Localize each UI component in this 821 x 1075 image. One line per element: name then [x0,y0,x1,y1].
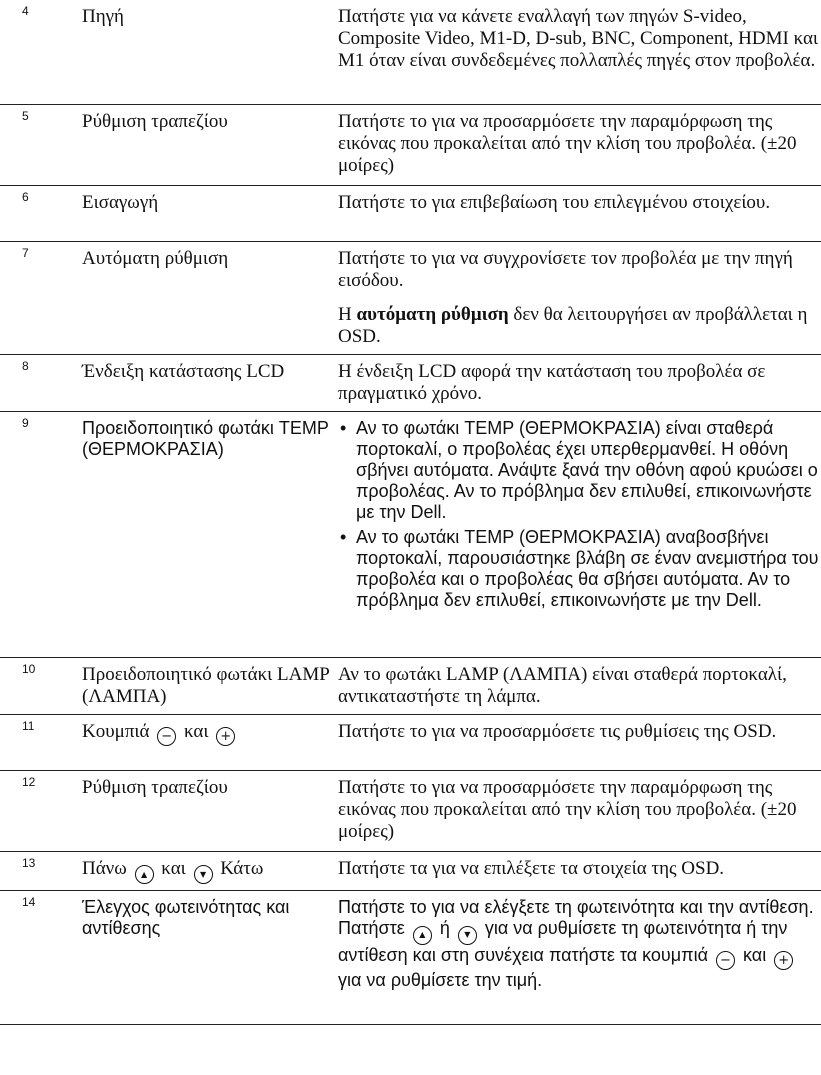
button-description: Πατήστε το για να προσαρμόσετε τις ρυθμίσεις της OSD. [338,714,821,770]
button-name: Πηγή [78,0,338,104]
button-description: Πατήστε το για να συγχρονίσετε τον προβολέα με την πηγή εισόδου. Η αυτόματη ρύθμιση δεν θα λειτουργήσει αν προβάλλεται η OSD. [338,241,821,354]
table-row [0,851,821,891]
row-number: 8 [0,354,78,411]
row-number: 10 [0,657,78,714]
button-name: Ρύθμιση τραπεζίου [78,104,338,185]
row-number: 12 [0,770,78,851]
minus-button-icon: − [157,727,176,746]
button-name: Πάνω ▲ και ▼ Κάτω [78,851,338,891]
button-name: Αυτόματη ρύθμιση [78,241,338,354]
button-name: Κουμπιά − και + [78,714,338,770]
button-description: Πατήστε το για να ελέγξετε τη φωτεινότητα και την αντίθεση. Πατήστε ▲ ή ▼ για να ρυθμίσετε τη φωτεινότητα ή την αντίθεση και στη συνέχεια πατήστε τα κουμπιά − και + για να ρυθμίσετε την τιμή. [338,891,821,1025]
table-row [0,354,821,411]
button-name: Έλεγχος φωτεινότητας και αντίθεσης [78,891,338,1025]
button-name: Ένδειξη κατάστασης LCD [78,354,338,411]
row-number: 11 [0,714,78,770]
button-description: Πατήστε το για να προσαρμόσετε την παραμόρφωση της εικόνας που προκαλείται από την κλίση του προβολέα. (±20 μοίρες) [338,770,821,851]
note: Η αυτόματη ρύθμιση δεν θα λειτουργήσει αν προβάλλεται η OSD. [338,303,808,347]
row-number: 4 [0,0,78,104]
table-row [0,770,821,851]
list-item: • Αν το φωτάκι TEMP (ΘΕΡΜΟΚΡΑΣΙΑ) είναι σταθερά πορτοκαλί, ο προβολέας έχει υπερθερμανθεί. Η οθόνη σβήνει αυτόματα. Ανάψτε ξανά την οθόνη αφού κρυώσει ο προβολέας. Αν το πρόβλημα δεν επιλυθεί, επικοινωνήστε με την Dell. [338,418,819,523]
plus-button-icon: + [216,727,235,746]
row-number: 9 [0,411,78,657]
plus-button-icon: + [774,951,793,970]
button-description: Πατήστε για να κάνετε εναλλαγή των πηγών S-video, Composite Video, M1-D, D-sub, BNC, Component, HDMI και M1 όταν είναι συνδεδεμένες πολλαπλές πηγές στον προβολέα. [338,0,821,104]
down-button-icon: ▼ [194,865,213,884]
table-row [0,185,821,241]
note-emphasis: αυτόματη ρύθμιση [356,303,509,325]
up-button-icon: ▲ [135,865,154,884]
row-number: 6 [0,185,78,241]
table-row [0,0,821,104]
table-row [0,714,821,770]
row-number: 7 [0,241,78,354]
row-number: 13 [0,851,78,891]
bullet-list [338,418,819,611]
table-row [0,104,821,185]
minus-button-icon: − [716,951,735,970]
table-row [0,891,821,1025]
button-name: Εισαγωγή [78,185,338,241]
button-description: Αν το φωτάκι LAMP (ΛΑΜΠΑ) είναι σταθερά πορτοκαλί, αντικαταστήστε τη λάμπα. [338,657,821,714]
button-description: Πατήστε τα για να επιλέξετε τα στοιχεία της OSD. [338,851,821,891]
button-description: Πατήστε το για επιβεβαίωση του επιλεγμένου στοιχείου. [338,185,821,241]
up-button-icon: ▲ [413,926,432,945]
table-row [0,411,821,657]
table-row [0,657,821,714]
button-name: Προειδοποιητικό φωτάκι TEMP (ΘΕΡΜΟΚΡΑΣΙΑ) [78,411,338,657]
button-name: Προειδοποιητικό φωτάκι LAMP (ΛΑΜΠΑ) [78,657,338,714]
list-item: • Αν το φωτάκι TEMP (ΘΕΡΜΟΚΡΑΣΙΑ) αναβοσβήνει πορτοκαλί, παρουσιάστηκε βλάβη σε έναν ανεμιστήρα του προβολέα και ο προβολέας θα σβήσει αυτόματα. Αν το πρόβλημα δεν επιλυθεί, επικοινωνήστε με την Dell. [338,527,819,611]
button-name: Ρύθμιση τραπεζίου [78,770,338,851]
row-number: 5 [0,104,78,185]
row-number: 14 [0,891,78,1025]
button-description [338,411,821,657]
down-button-icon: ▼ [458,926,477,945]
button-description: Πατήστε το για να προσαρμόσετε την παραμόρφωση της εικόνας που προκαλείται από την κλίση του προβολέα. (±20 μοίρες) [338,104,821,185]
button-description: Η ένδειξη LCD αφορά την κατάσταση του προβολέα σε πραγματικό χρόνο. [338,354,821,411]
table-row [0,241,821,354]
